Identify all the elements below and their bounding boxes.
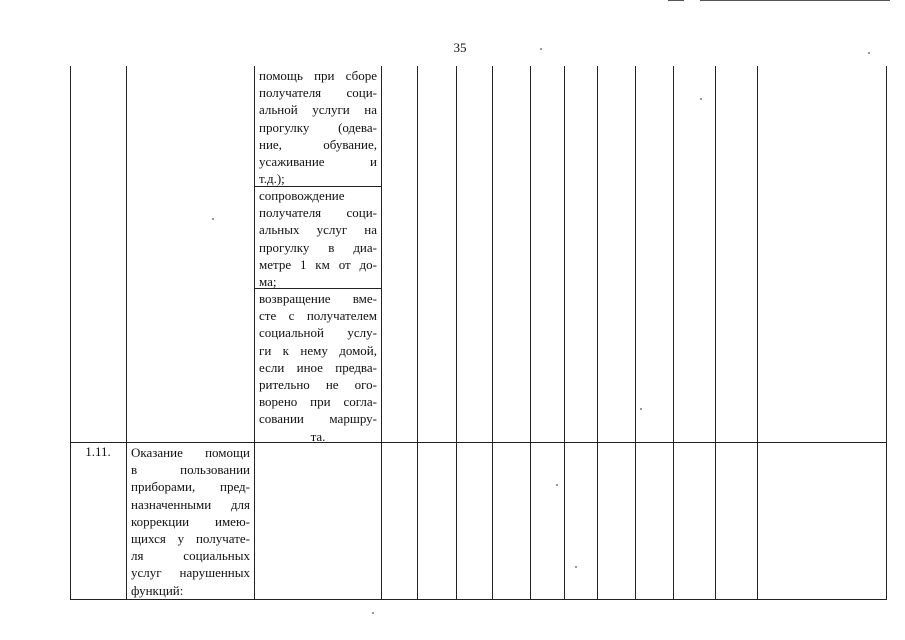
content-item-walk-escort: сопровождение получателя соци- альных услуг на прогулку в диа- метре 1 км от до- ма; — [259, 188, 377, 290]
column-border — [70, 66, 71, 600]
column-border — [456, 66, 457, 600]
scan-speck — [556, 484, 558, 486]
column-border — [597, 66, 598, 600]
column-border — [564, 66, 565, 600]
row-number: 1.11. — [85, 444, 111, 459]
table-bottom-border — [70, 599, 887, 600]
scan-speck — [575, 566, 577, 568]
column-border — [673, 66, 674, 600]
column-border — [757, 66, 758, 600]
top-scan-rule — [700, 0, 890, 1]
column-border — [715, 66, 716, 600]
page-number: 35 — [453, 40, 467, 55]
scan-speck — [700, 98, 702, 100]
content-item-dressing-help: помощь при сборе получателя соци- альной услуги на прогулку (одева- ние, обувание, усаживание и т.д.); — [259, 68, 377, 187]
content-item-return-home: возвращение вме- сте с получателем социальной услу- ги к нему домой, если иное предва- рительно не ого- ворено при согла- совании маршру- та. — [259, 291, 377, 444]
row-divider — [70, 442, 887, 443]
column-border — [417, 66, 418, 600]
column-border — [530, 66, 531, 600]
service-name: Оказание помощи в пользовании приборами, пред- назначенными для коррекции имею- щихся у получате- ля социальных услуг нарушенных функций: — [131, 445, 250, 598]
column-border — [254, 66, 255, 600]
scan-speck — [868, 52, 870, 54]
scan-speck — [372, 612, 374, 614]
top-scan-rule — [668, 0, 684, 1]
column-border — [126, 66, 127, 600]
column-border — [381, 66, 382, 600]
column-border — [886, 66, 887, 600]
column-border — [492, 66, 493, 600]
scan-speck — [640, 408, 642, 410]
scan-speck — [212, 218, 214, 220]
column-border — [635, 66, 636, 600]
scan-speck — [540, 48, 542, 50]
